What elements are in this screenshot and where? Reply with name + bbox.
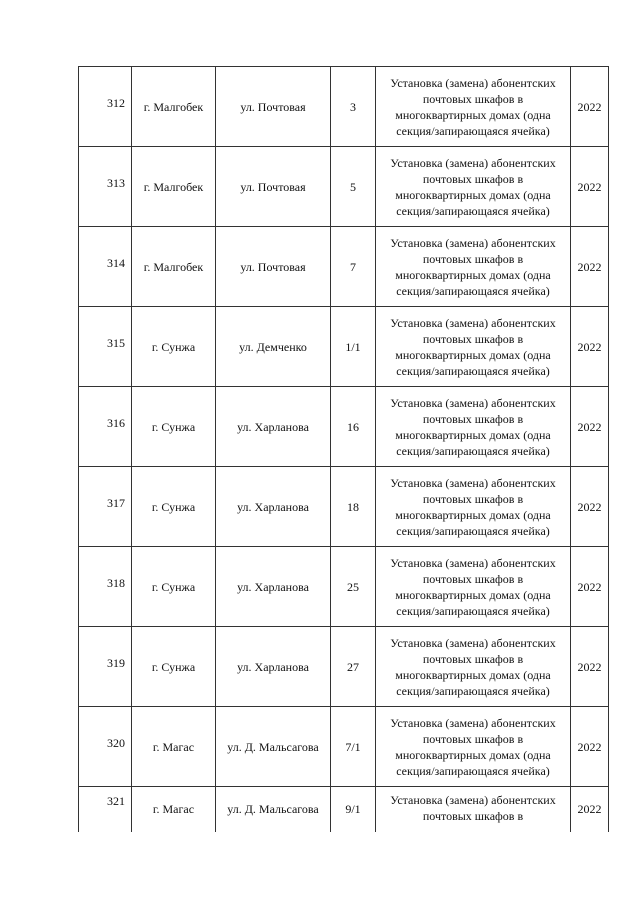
street-text: ул. Почтовая	[240, 179, 306, 194]
street-cell	[216, 67, 331, 147]
house-number-text: 16	[347, 419, 359, 434]
table-row	[79, 787, 609, 833]
street-text: ул. Харланова	[237, 579, 309, 594]
year-cell	[571, 147, 609, 227]
street-cell	[216, 787, 331, 833]
table-row	[79, 467, 609, 547]
year-cell	[571, 227, 609, 307]
year-text: 2022	[577, 802, 602, 816]
city-cell	[132, 467, 216, 547]
work-description-text: Установка (замена) абонентских почтовых шкафов в многоквартирных домах (одна секция/запирающаяся ячейка)	[390, 475, 556, 538]
city-cell	[132, 227, 216, 307]
house-number-text: 5	[350, 179, 356, 194]
year-text: 2022	[577, 659, 602, 674]
page-bottom-margin	[0, 832, 640, 905]
work-description-cell	[376, 227, 571, 307]
row-number-cell	[79, 787, 132, 833]
city-text: г. Магас	[152, 802, 195, 816]
city-text: г. Малгобек	[143, 179, 204, 194]
row-number-text: 316	[107, 416, 125, 430]
street-cell	[216, 547, 331, 627]
work-description-text: Установка (замена) абонентских почтовых шкафов в многоквартирных домах (одна секция/запирающаяся ячейка)	[390, 155, 556, 218]
street-text: ул. Д. Мальсагова	[227, 739, 319, 754]
street-text: ул. Харланова	[237, 659, 309, 674]
table-row	[79, 627, 609, 707]
year-text: 2022	[577, 339, 602, 354]
house-number-text: 3	[350, 99, 356, 114]
street-text: ул. Харланова	[237, 499, 309, 514]
work-description-text: Установка (замена) абонентских почтовых шкафов в многоквартирных домах (одна секция/запирающаяся ячейка)	[390, 235, 556, 298]
year-text: 2022	[577, 179, 602, 194]
row-number-text: 313	[107, 176, 125, 190]
city-cell	[132, 147, 216, 227]
city-text: г. Магас	[152, 739, 195, 754]
work-description-text: Установка (замена) абонентских почтовых шкафов в многоквартирных домах (одна секция/запирающаяся ячейка)	[390, 395, 556, 458]
work-description-text: Установка (замена) абонентских почтовых шкафов в многоквартирных домах (одна секция/запирающаяся ячейка)	[390, 315, 556, 378]
row-number-text: 320	[107, 736, 125, 750]
year-cell	[571, 707, 609, 787]
row-number-cell	[79, 627, 132, 707]
street-cell	[216, 707, 331, 787]
city-cell	[132, 547, 216, 627]
work-description-text: Установка (замена) абонентских почтовых шкафов в многоквартирных домах (одна секция/запирающаяся ячейка)	[390, 635, 556, 698]
house-number-cell	[331, 147, 376, 227]
house-number-cell	[331, 227, 376, 307]
work-description-cell	[376, 307, 571, 387]
city-text: г. Сунжа	[151, 339, 196, 354]
year-cell	[571, 547, 609, 627]
row-number-cell	[79, 707, 132, 787]
street-cell	[216, 387, 331, 467]
street-text: ул. Демченко	[239, 339, 307, 354]
city-text: г. Малгобек	[143, 99, 204, 114]
house-number-text: 7/1	[345, 739, 361, 754]
row-number-text: 317	[107, 496, 125, 510]
work-description-text: Установка (замена) абонентских почтовых шкафов в многоквартирных домах (одна секция/запирающаяся ячейка)	[390, 555, 556, 618]
work-description-cell	[376, 67, 571, 147]
table-row	[79, 387, 609, 467]
house-number-cell	[331, 787, 376, 833]
street-cell	[216, 307, 331, 387]
work-description-cell	[376, 387, 571, 467]
house-number-cell	[331, 707, 376, 787]
table-row	[79, 67, 609, 147]
street-text: ул. Почтовая	[240, 99, 306, 114]
city-cell	[132, 707, 216, 787]
year-text: 2022	[577, 419, 602, 434]
year-cell	[571, 467, 609, 547]
work-description-cell	[376, 547, 571, 627]
year-cell	[571, 787, 609, 833]
addresses-table	[78, 66, 609, 833]
work-description-cell	[376, 467, 571, 547]
year-text: 2022	[577, 99, 602, 114]
house-number-text: 18	[347, 499, 359, 514]
table-row	[79, 227, 609, 307]
city-text: г. Сунжа	[151, 659, 196, 674]
row-number-cell	[79, 387, 132, 467]
street-text: ул. Д. Мальсагова	[227, 802, 319, 816]
row-number-text: 321	[107, 794, 125, 808]
table-row	[79, 547, 609, 627]
year-cell	[571, 627, 609, 707]
house-number-cell	[331, 547, 376, 627]
city-cell	[132, 627, 216, 707]
table-row	[79, 147, 609, 227]
row-number-cell	[79, 227, 132, 307]
row-number-cell	[79, 467, 132, 547]
house-number-cell	[331, 387, 376, 467]
year-cell	[571, 67, 609, 147]
row-number-cell	[79, 307, 132, 387]
house-number-cell	[331, 467, 376, 547]
table-body	[79, 67, 609, 833]
city-text: г. Сунжа	[151, 579, 196, 594]
row-number-cell	[79, 547, 132, 627]
house-number-text: 9/1	[345, 802, 361, 816]
work-description-text: Установка (замена) абонентских почтовых шкафов в многоквартирных домах (одна секция/запирающаяся ячейка)	[390, 75, 556, 138]
city-cell	[132, 67, 216, 147]
house-number-cell	[331, 67, 376, 147]
city-cell	[132, 387, 216, 467]
work-description-text: Установка (замена) абонентских почтовых шкафов в многоквартирных домах (одна секция/запирающаяся ячейка)	[390, 715, 556, 778]
year-text: 2022	[577, 579, 602, 594]
row-number-cell	[79, 67, 132, 147]
year-text: 2022	[577, 739, 602, 754]
house-number-text: 25	[347, 579, 359, 594]
table-row	[79, 307, 609, 387]
work-description-cell	[376, 707, 571, 787]
table-row	[79, 707, 609, 787]
house-number-cell	[331, 627, 376, 707]
year-cell	[571, 387, 609, 467]
row-number-text: 314	[107, 256, 125, 270]
year-text: 2022	[577, 259, 602, 274]
work-description-cell	[376, 627, 571, 707]
house-number-text: 7	[350, 259, 356, 274]
work-description-cell	[376, 787, 571, 833]
city-cell	[132, 787, 216, 833]
city-text: г. Малгобек	[143, 259, 204, 274]
city-text: г. Сунжа	[151, 499, 196, 514]
street-cell	[216, 467, 331, 547]
work-description-cell	[376, 147, 571, 227]
street-cell	[216, 227, 331, 307]
street-cell	[216, 627, 331, 707]
street-text: ул. Почтовая	[240, 259, 306, 274]
row-number-text: 319	[107, 656, 125, 670]
house-number-text: 1/1	[345, 339, 361, 354]
row-number-text: 315	[107, 336, 125, 350]
house-number-cell	[331, 307, 376, 387]
year-text: 2022	[577, 499, 602, 514]
row-number-cell	[79, 147, 132, 227]
city-cell	[132, 307, 216, 387]
row-number-text: 318	[107, 576, 125, 590]
row-number-text: 312	[107, 96, 125, 110]
street-text: ул. Харланова	[237, 419, 309, 434]
work-description-text: Установка (замена) абонентских почтовых шкафов в	[390, 793, 556, 823]
city-text: г. Сунжа	[151, 419, 196, 434]
house-number-text: 27	[347, 659, 359, 674]
street-cell	[216, 147, 331, 227]
year-cell	[571, 307, 609, 387]
